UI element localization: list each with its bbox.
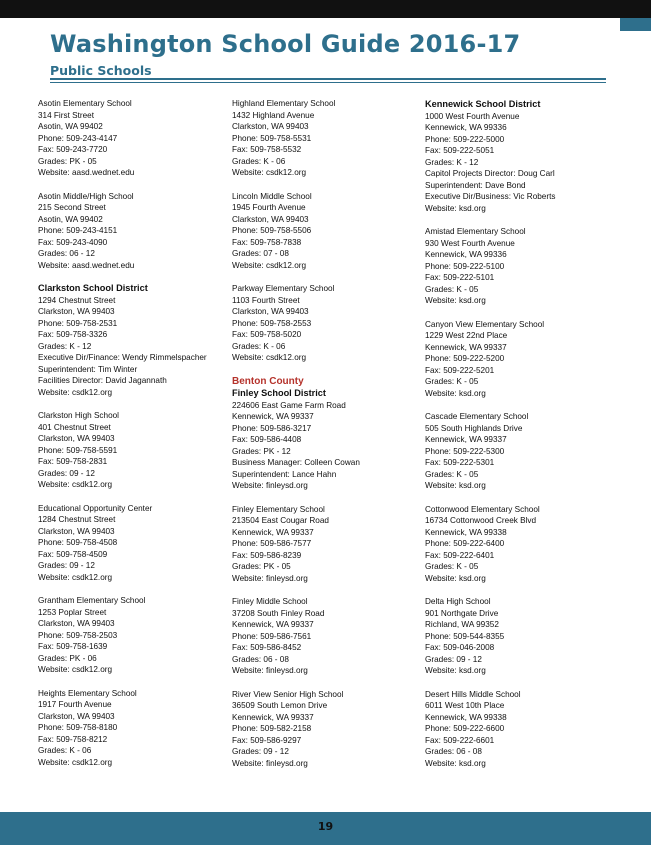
entry-line: Kennewick, WA 99336	[425, 123, 507, 132]
entry-line: 901 Northgate Drive	[425, 608, 499, 618]
phone-line: Phone: 509-243-4151	[38, 226, 118, 235]
school-entry	[232, 689, 422, 770]
entry-line: 1284 Chestnut Street	[38, 515, 116, 524]
grades-line: Grades: K - 06	[232, 156, 286, 166]
school-name: Cascade Elementary School	[425, 412, 529, 421]
fax-line: Fax: 509-222-5201	[425, 365, 495, 375]
phone-line: Phone: 509-586-3217	[232, 423, 312, 433]
entry-line: 314 First Street	[38, 110, 94, 120]
fax-line: Fax: 509-758-5532	[232, 145, 302, 154]
entry-line: 1103 Fourth Street	[232, 295, 300, 305]
fax-line: Fax: 509-222-5301	[425, 458, 495, 467]
school-entry	[232, 596, 422, 677]
school-name: Educational Opportunity Center	[38, 503, 153, 513]
fax-line: Fax: 509-586-8239	[232, 550, 302, 560]
entry-line: Clarkston, WA 99403	[232, 122, 309, 131]
website-line: Website: finleysd.org	[232, 666, 308, 675]
entry-line: Kennewick, WA 99338	[425, 527, 507, 537]
district-heading: Finley School District	[232, 388, 326, 398]
entry-line: 1432 Highland Avenue	[232, 110, 315, 120]
entry-line: Kennewick, WA 99336	[425, 250, 507, 259]
grades-line: Grades: K - 05	[425, 284, 479, 294]
fax-line: Fax: 509-222-6401	[425, 550, 495, 560]
entry-line: 215 Second Street	[38, 203, 106, 212]
school-name: Heights Elementary School	[38, 688, 137, 698]
phone-line: Phone: 509-758-2503	[38, 630, 118, 640]
entry-line: Facilities Director: David Jagannath	[38, 376, 167, 385]
website-line: Website: finleysd.org	[232, 573, 308, 583]
school-name: Lincoln Middle School	[232, 191, 312, 201]
entry-line: Kennewick, WA 99337	[232, 412, 314, 421]
phone-line: Phone: 509-586-7561	[232, 631, 312, 641]
school-name: Amistad Elementary School	[425, 227, 526, 236]
grades-line: Grades: 09 - 12	[232, 747, 289, 756]
grades-line: Grades: K - 06	[38, 746, 92, 755]
entry-line: 16734 Cottonwood Creek Blvd	[425, 516, 537, 525]
entry-line: Asotin, WA 99402	[38, 122, 103, 131]
school-name: Grantham Elementary School	[38, 596, 146, 605]
fax-line: Fax: 509-586-4408	[232, 435, 302, 444]
school-name: Cottonwood Elementary School	[425, 504, 540, 514]
entry-line: Clarkston, WA 99403	[38, 307, 115, 316]
school-entry	[38, 410, 228, 491]
school-entry	[425, 596, 615, 677]
entry-line: Capitol Projects Director: Doug Carl	[425, 169, 555, 178]
phone-line: Phone: 509-544-8355	[425, 631, 505, 641]
phone-line: Phone: 509-222-5300	[425, 446, 505, 456]
grades-line: Grades: PK - 12	[232, 446, 291, 456]
grades-line: Grades: 07 - 08	[232, 249, 289, 258]
website-line: Website: finleysd.org	[232, 758, 308, 768]
school-entry	[38, 98, 228, 179]
school-name: Asotin Middle/High School	[38, 191, 134, 201]
school-name: River View Senior High School	[232, 689, 344, 699]
website-line: Website: aasd.wednet.edu	[38, 168, 135, 177]
fax-line: Fax: 509-222-5051	[425, 146, 495, 155]
grades-line: Grades: 09 - 12	[425, 654, 482, 664]
phone-line: Phone: 509-758-5591	[38, 445, 118, 455]
entry-line: 6011 West 10th Place	[425, 701, 505, 710]
website-line: Website: csdk12.org	[38, 757, 113, 767]
fax-line: Fax: 509-758-1639	[38, 642, 108, 651]
entry-line: Kennewick, WA 99337	[425, 435, 507, 444]
entry-line: 401 Chestnut Street	[38, 422, 111, 432]
entry-line: 213504 East Cougar Road	[232, 516, 329, 525]
district-heading: Kennewick School District	[425, 99, 541, 109]
phone-line: Phone: 509-243-4147	[38, 133, 118, 143]
website-line: Website: ksd.org	[425, 388, 486, 398]
fax-line: Fax: 509-222-6601	[425, 735, 495, 745]
entry-line: 930 West Fourth Avenue	[425, 238, 515, 248]
phone-line: Phone: 509-758-8180	[38, 723, 118, 732]
grades-line: Grades: PK - 06	[38, 653, 97, 663]
grades-line: Grades: K - 12	[425, 157, 479, 167]
entry-line: Clarkston, WA 99403	[38, 711, 115, 721]
school-entry	[232, 191, 422, 272]
entry-line: Executive Dir/Finance: Wendy Rimmelspacher	[38, 353, 207, 362]
entry-line: Kennewick, WA 99337	[232, 527, 314, 537]
column-1	[38, 98, 228, 780]
fax-line: Fax: 509-758-3326	[38, 330, 108, 339]
school-entry	[232, 283, 422, 364]
entry-line: Kennewick, WA 99337	[425, 342, 507, 352]
entry-line: Kennewick, WA 99337	[232, 620, 314, 629]
website-line: Website: ksd.org	[425, 203, 486, 213]
header-rule-thin	[50, 82, 606, 83]
entry-line: Asotin, WA 99402	[38, 214, 103, 224]
phone-line: Phone: 509-758-5506	[232, 226, 312, 235]
website-line: Website: ksd.org	[425, 666, 486, 675]
county-heading: Benton County	[232, 375, 304, 387]
school-name: Highland Elementary School	[232, 99, 336, 108]
school-entry	[425, 226, 615, 307]
grades-line: Grades: K - 05	[425, 377, 479, 386]
school-entry	[232, 504, 422, 585]
school-entry	[425, 689, 615, 770]
phone-line: Phone: 509-758-2531	[38, 318, 118, 328]
website-line: Website: aasd.wednet.edu	[38, 260, 135, 270]
grades-line: Grades: PK - 05	[232, 562, 291, 571]
entry-line: 1253 Poplar Street	[38, 607, 107, 617]
entry-line: Kennewick, WA 99337	[232, 712, 314, 722]
school-name: Delta High School	[425, 597, 491, 606]
district-entry	[38, 283, 228, 398]
grades-line: Grades: PK - 05	[38, 156, 97, 166]
fax-line: Fax: 509-586-9297	[232, 735, 302, 745]
phone-line: Phone: 509-758-4508	[38, 538, 118, 547]
page-title: Washington School Guide 2016-17	[50, 30, 521, 58]
school-name: Finley Elementary School	[232, 504, 325, 514]
grades-line: Grades: K - 05	[425, 562, 479, 571]
website-line: Website: ksd.org	[425, 573, 486, 583]
entry-line: Superintendent: Tim Winter	[38, 364, 138, 374]
entry-line: Executive Dir/Business: Vic Roberts	[425, 192, 556, 201]
entry-line: Clarkston, WA 99403	[232, 307, 309, 316]
fax-line: Fax: 509-758-2831	[38, 457, 108, 466]
phone-line: Phone: 509-222-5200	[425, 354, 505, 363]
entry-line: 36509 South Lemon Drive	[232, 701, 328, 710]
fax-line: Fax: 509-222-5101	[425, 273, 495, 282]
phone-line: Phone: 509-222-5100	[425, 261, 505, 271]
phone-line: Phone: 509-582-2158	[232, 724, 312, 733]
school-entry	[38, 595, 228, 676]
district-entry	[232, 376, 422, 492]
school-name: Desert Hills Middle School	[425, 689, 521, 699]
phone-line: Phone: 509-758-2553	[232, 318, 312, 328]
entry-line: Richland, WA 99352	[425, 620, 499, 629]
header-rule	[50, 78, 606, 80]
grades-line: Grades: K - 12	[38, 341, 92, 351]
fax-line: Fax: 509-758-5020	[232, 330, 302, 339]
school-entry	[425, 319, 615, 400]
entry-line: 1229 West 22nd Place	[425, 331, 508, 340]
website-line: Website: csdk12.org	[232, 260, 307, 270]
phone-line: Phone: 509-758-5531	[232, 133, 312, 143]
website-line: Website: finleysd.org	[232, 481, 308, 490]
school-entry	[232, 98, 422, 179]
entry-line: 1945 Fourth Avenue	[232, 203, 306, 212]
grades-line: Grades: 09 - 12	[38, 561, 95, 570]
grades-line: Grades: 06 - 12	[38, 249, 95, 258]
phone-line: Phone: 509-222-6600	[425, 724, 505, 733]
school-name: Finley Middle School	[232, 597, 308, 606]
school-name: Clarkston High School	[38, 411, 120, 420]
fax-line: Fax: 509-046-2008	[425, 643, 495, 652]
entry-line: 1000 West Fourth Avenue	[425, 111, 520, 121]
entry-line: Clarkston, WA 99403	[38, 434, 115, 443]
website-line: Website: ksd.org	[425, 296, 486, 305]
page-subtitle: Public Schools	[50, 63, 152, 78]
entry-line: 1917 Fourth Avenue	[38, 700, 112, 709]
district-entry	[425, 99, 615, 214]
entry-line: Clarkston, WA 99403	[38, 619, 115, 628]
phone-line: Phone: 509-222-5000	[425, 134, 505, 144]
district-heading: Clarkston School District	[38, 283, 148, 293]
column-2	[232, 98, 422, 781]
school-name: Parkway Elementary School	[232, 284, 335, 293]
top-accent-block	[620, 18, 651, 31]
website-line: Website: ksd.org	[425, 481, 486, 490]
entry-line: Clarkston, WA 99403	[232, 214, 309, 224]
column-3	[425, 98, 615, 781]
entry-line: Superintendent: Lance Hahn	[232, 469, 337, 479]
fax-line: Fax: 509-586-8452	[232, 643, 302, 652]
school-entry	[38, 191, 228, 272]
fax-line: Fax: 509-758-7838	[232, 237, 302, 247]
fax-line: Fax: 509-758-8212	[38, 734, 108, 744]
school-name: Asotin Elementary School	[38, 99, 132, 108]
fax-line: Fax: 509-758-4509	[38, 549, 108, 559]
grades-line: Grades: K - 05	[425, 469, 479, 479]
entry-line: Kennewick, WA 99338	[425, 712, 507, 722]
entry-line: 505 South Highlands Drive	[425, 423, 523, 433]
school-entry	[38, 688, 228, 769]
page-number: 19	[317, 820, 334, 833]
phone-line: Phone: 509-586-7577	[232, 539, 312, 548]
website-line: Website: csdk12.org	[232, 168, 307, 177]
grades-line: Grades: K - 06	[232, 341, 286, 351]
grades-line: Grades: 06 - 08	[232, 654, 289, 664]
website-line: Website: csdk12.org	[38, 480, 113, 489]
entry-line: 224606 East Game Farm Road	[232, 400, 346, 410]
entry-line: Clarkston, WA 99403	[38, 526, 115, 536]
entry-line: Superintendent: Dave Bond	[425, 180, 526, 190]
school-name: Canyon View Elementary School	[425, 319, 545, 329]
school-entry	[425, 411, 615, 492]
fax-line: Fax: 509-243-7720	[38, 145, 108, 154]
school-entry	[425, 504, 615, 585]
school-entry	[38, 503, 228, 584]
fax-line: Fax: 509-243-4090	[38, 237, 108, 247]
website-line: Website: ksd.org	[425, 758, 486, 768]
website-line: Website: csdk12.org	[38, 665, 113, 674]
grades-line: Grades: 06 - 08	[425, 747, 482, 756]
website-line: Website: csdk12.org	[232, 353, 307, 362]
entry-line: Business Manager: Colleen Cowan	[232, 458, 360, 467]
phone-line: Phone: 509-222-6400	[425, 539, 505, 548]
website-line: Website: csdk12.org	[38, 572, 113, 582]
grades-line: Grades: 09 - 12	[38, 468, 95, 478]
top-bar	[0, 0, 651, 18]
entry-line: 37208 South Finley Road	[232, 608, 325, 618]
entry-line: 1294 Chestnut Street	[38, 295, 116, 305]
website-line: Website: csdk12.org	[38, 387, 113, 397]
